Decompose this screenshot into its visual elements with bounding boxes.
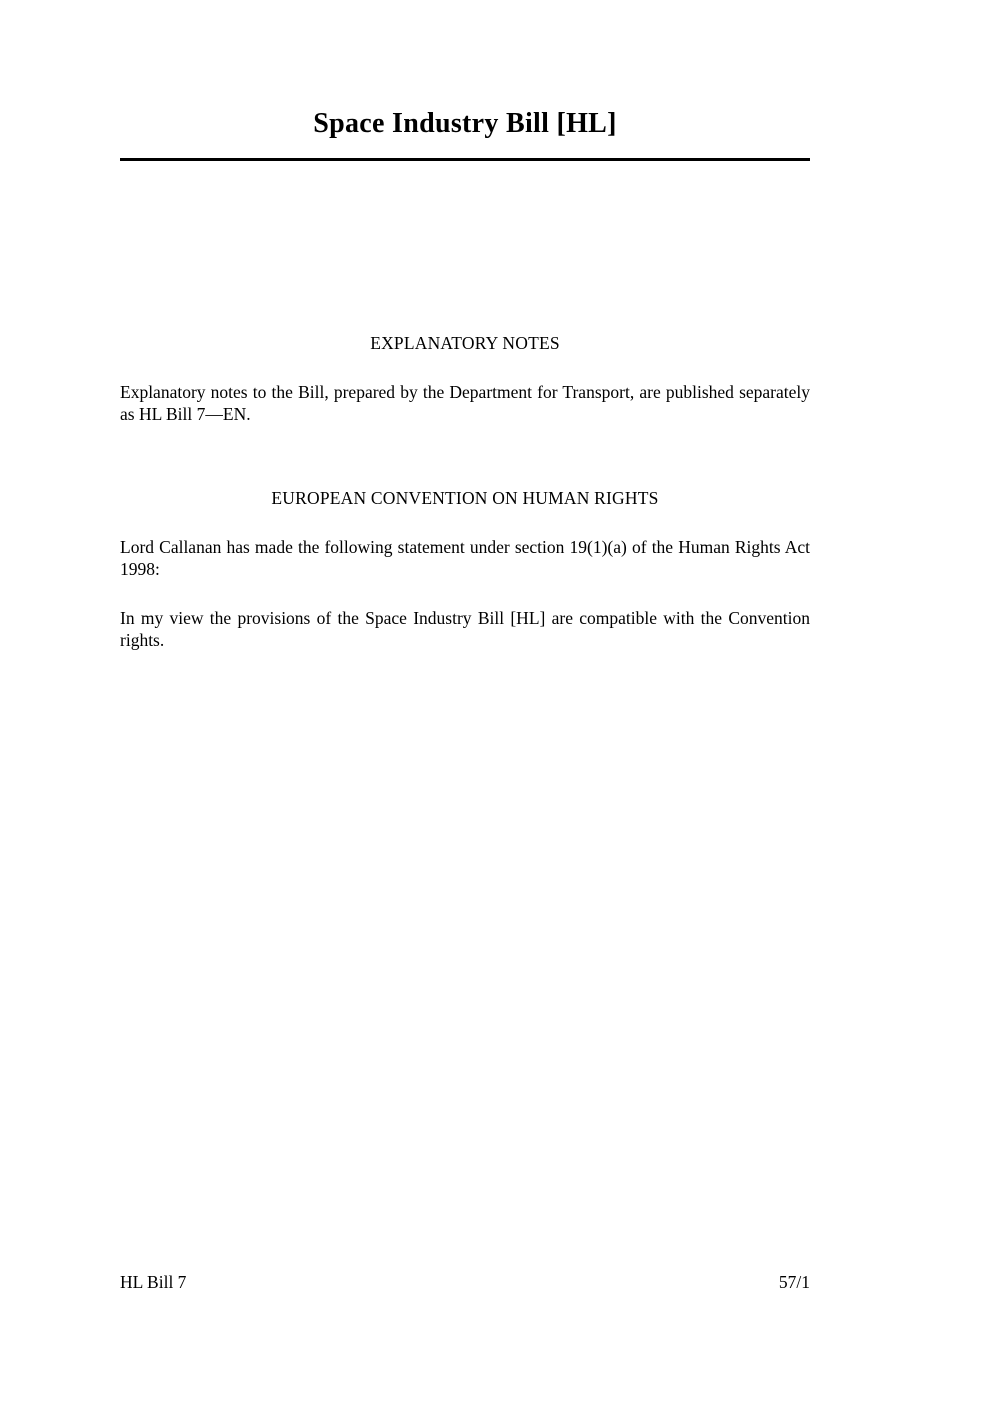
page-footer <box>120 1272 810 1293</box>
section-heading-explanatory-notes: EXPLANATORY NOTES <box>370 333 560 353</box>
paragraph-ministerial-statement: Lord Callanan has made the following statement under section 19(1)(a) of the Human Rights Act 1998: <box>120 536 810 580</box>
footer-page-reference: 57/1 <box>778 1272 810 1292</box>
footer-bill-number: HL Bill 7 <box>120 1272 187 1292</box>
paragraph-explanatory-notes: Explanatory notes to the Bill, prepared by the Department for Transport, are published separately as HL Bill 7—EN. <box>120 382 810 425</box>
paragraph-compatibility-statement: In my view the provisions of the Space Industry Bill [HL] are compatible with the Convention rights. <box>120 607 810 650</box>
document-content <box>120 0 810 651</box>
page-title: Space Industry Bill [HL] <box>313 108 617 139</box>
section-heading-european-convention: EUROPEAN CONVENTION ON HUMAN RIGHTS <box>271 487 659 508</box>
